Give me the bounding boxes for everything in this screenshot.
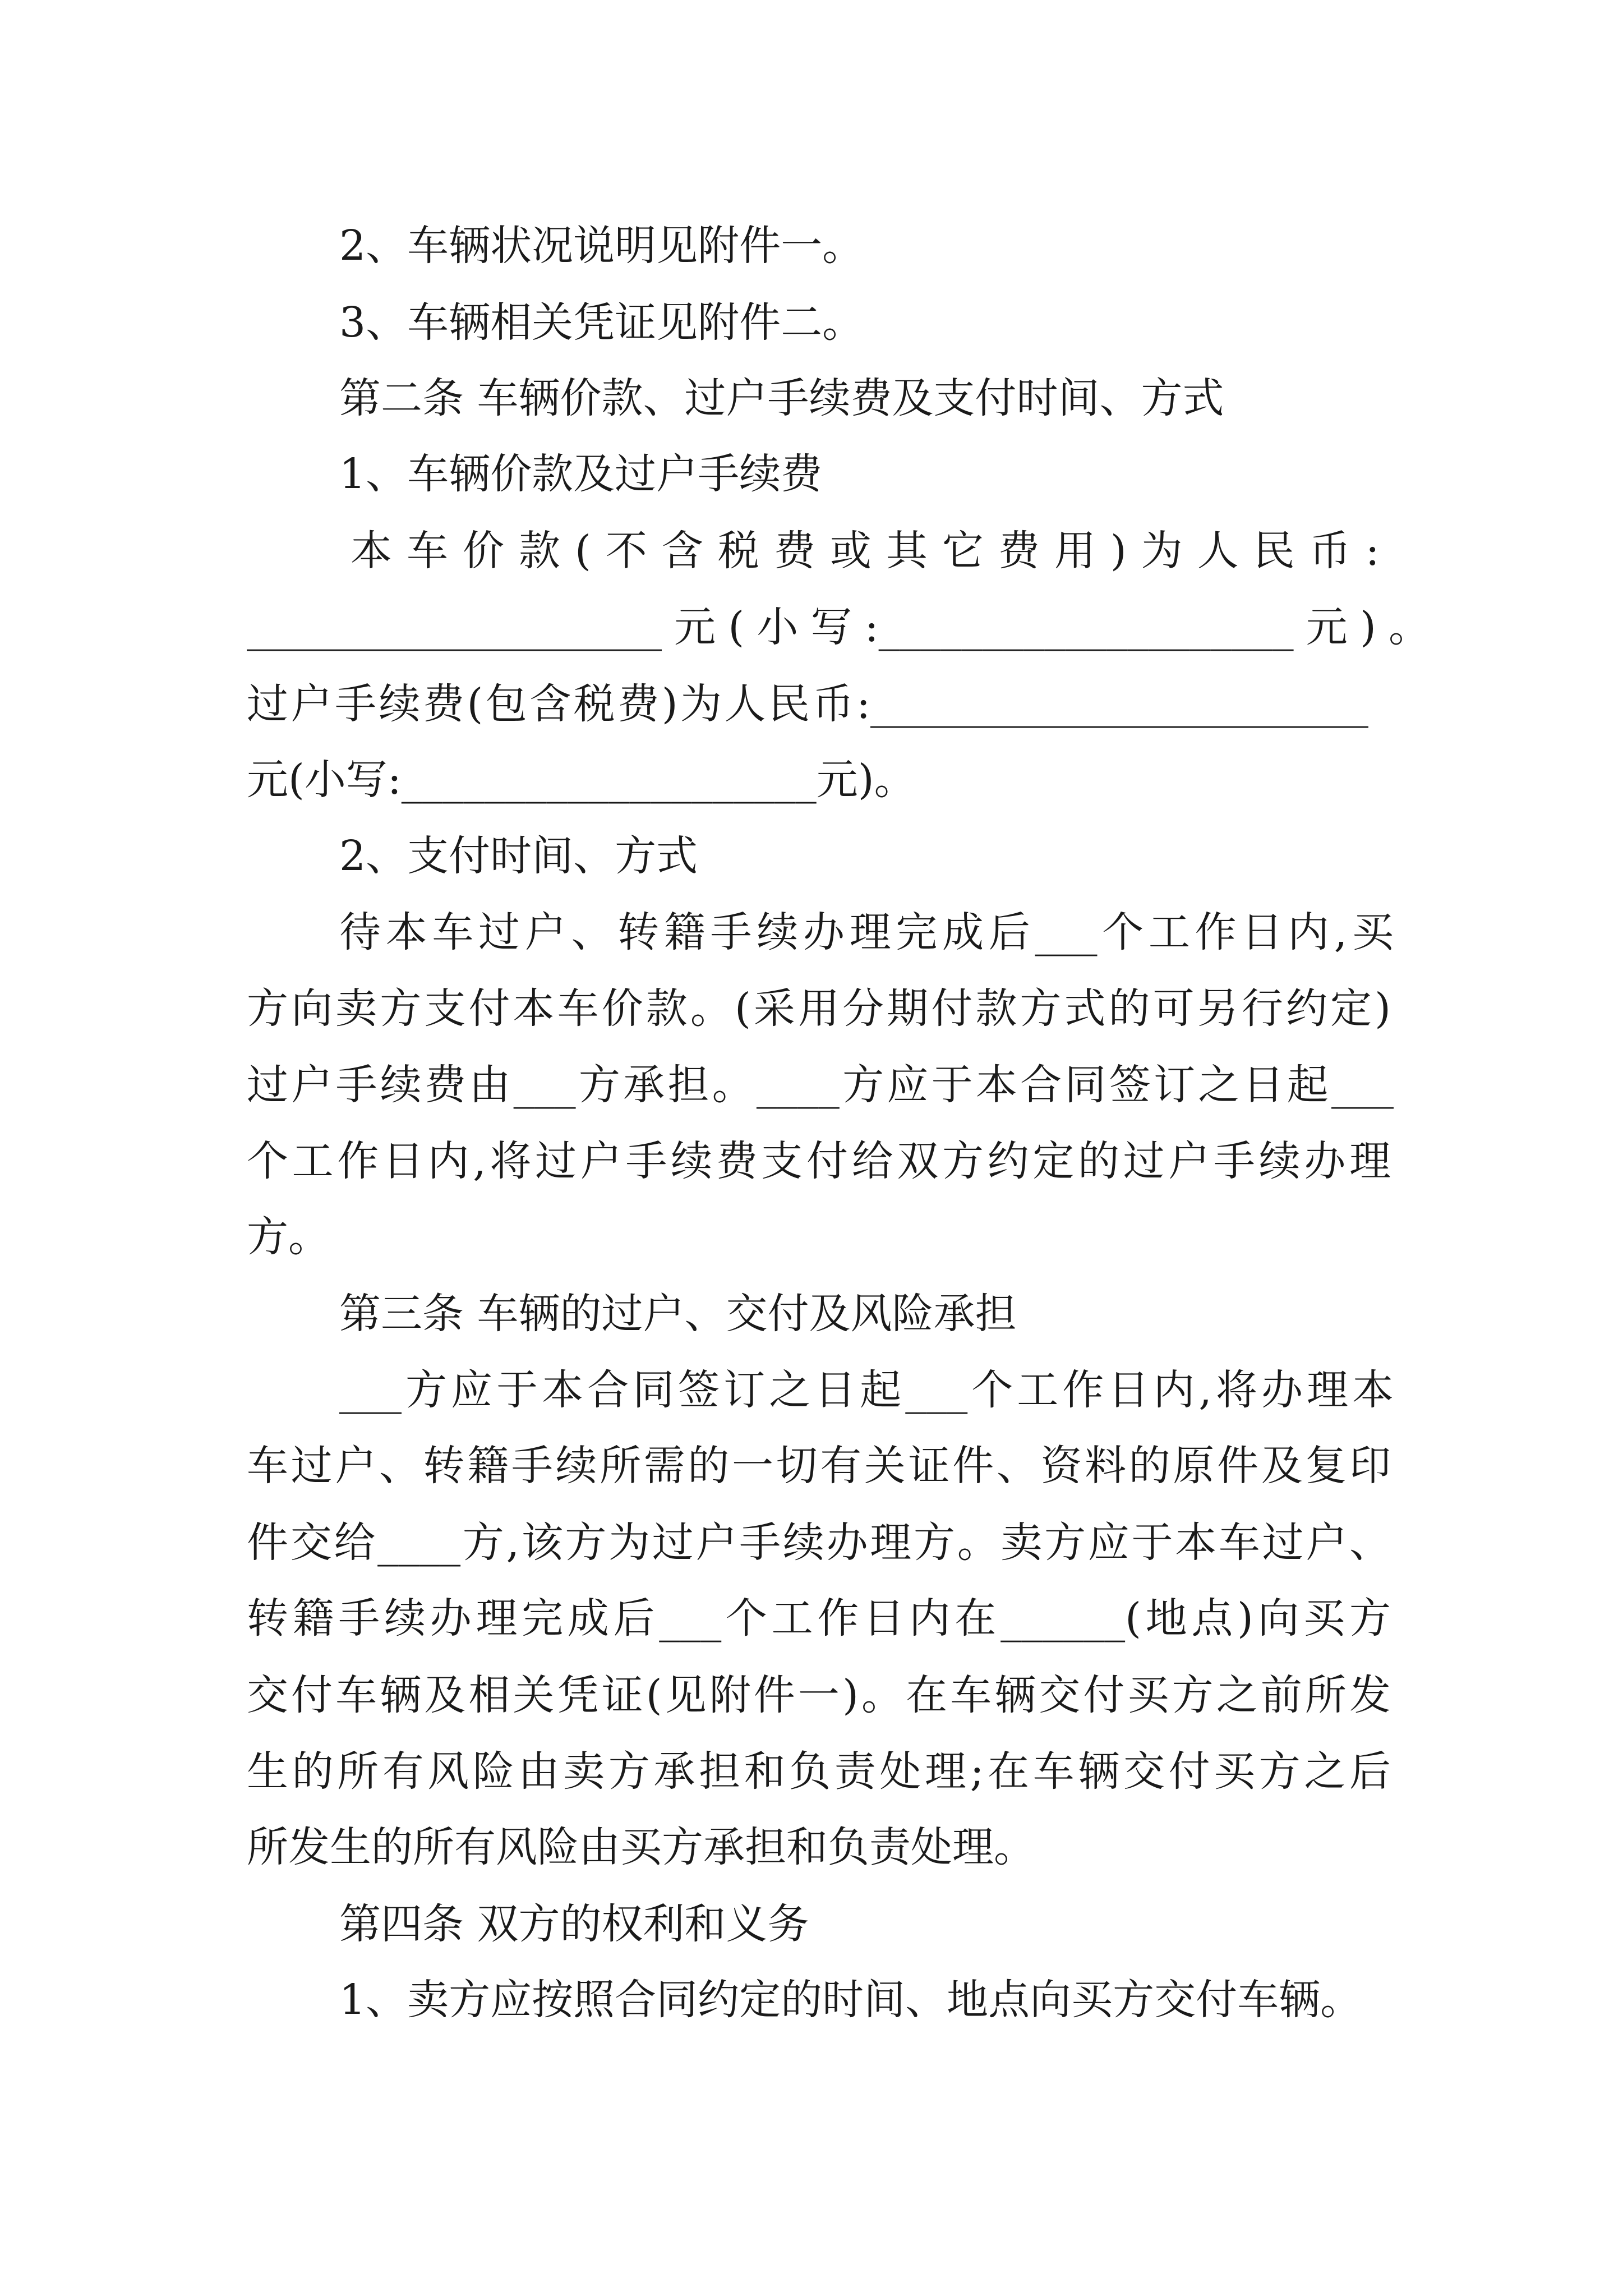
paragraph-line: 个工作日内,将过户手续费支付给双方约定的过户手续办理: [247, 1137, 1391, 1185]
item-seller-delivery: 1、卖方应按照合同约定的时间、地点向买方交付车辆。: [339, 1976, 1362, 2024]
item-price-and-fee: 1、车辆价款及过户手续费: [339, 450, 823, 498]
article-3-heading: 第三条 车辆的过户、交付及风险承担: [339, 1290, 1017, 1338]
paragraph-line: 本车价款(不含税费或其它费用)为人民币:: [351, 527, 1394, 575]
paragraph-line: 转籍手续办理完成后___个工作日内在______(地点)向买方: [247, 1594, 1391, 1642]
paragraph-line: 交付车辆及相关凭证(见附件一)。在车辆交付买方之前所发: [247, 1671, 1391, 1719]
article-2-heading: 第二条 车辆价款、过户手续费及支付时间、方式: [339, 374, 1224, 422]
paragraph-line: 元(小写:____________________元)。: [247, 756, 916, 804]
paragraph-line: 件交给____方,该方为过户手续办理方。卖方应于本车过户、: [247, 1519, 1391, 1567]
article-4-heading: 第四条 双方的权利和义务: [339, 1900, 809, 1948]
item-vehicle-condition: 2、车辆状况说明见附件一。: [339, 222, 864, 270]
item-vehicle-certificates: 3、车辆相关凭证见附件二。: [339, 298, 864, 347]
paragraph-line: 所发生的所有风险由买方承担和负责处理。: [247, 1823, 1035, 1871]
item-payment-time-method: 2、支付时间、方式: [339, 832, 698, 880]
paragraph-line: 车过户、转籍手续所需的一切有关证件、资料的原件及复印: [247, 1442, 1391, 1490]
paragraph-line: 生的所有风险由卖方承担和负责处理;在车辆交付买方之后: [247, 1747, 1391, 1796]
paragraph-line: 待本车过户、转籍手续办理完成后___个工作日内,买: [339, 908, 1394, 956]
paragraph-line: 过户手续费由___方承担。____方应于本合同签订之日起___: [247, 1061, 1394, 1109]
paragraph-line: 过户手续费(包含税费)为人民币:________________________: [247, 680, 1368, 728]
paragraph-line: 方向卖方支付本车价款。(采用分期付款方式的可另行约定): [247, 984, 1391, 1033]
paragraph-line: ___方应于本合同签订之日起___个工作日内,将办理本: [339, 1366, 1394, 1414]
paragraph-line: 方。: [247, 1213, 330, 1261]
paragraph-line: ____________________元(小写:____________________元)。: [247, 603, 1430, 651]
